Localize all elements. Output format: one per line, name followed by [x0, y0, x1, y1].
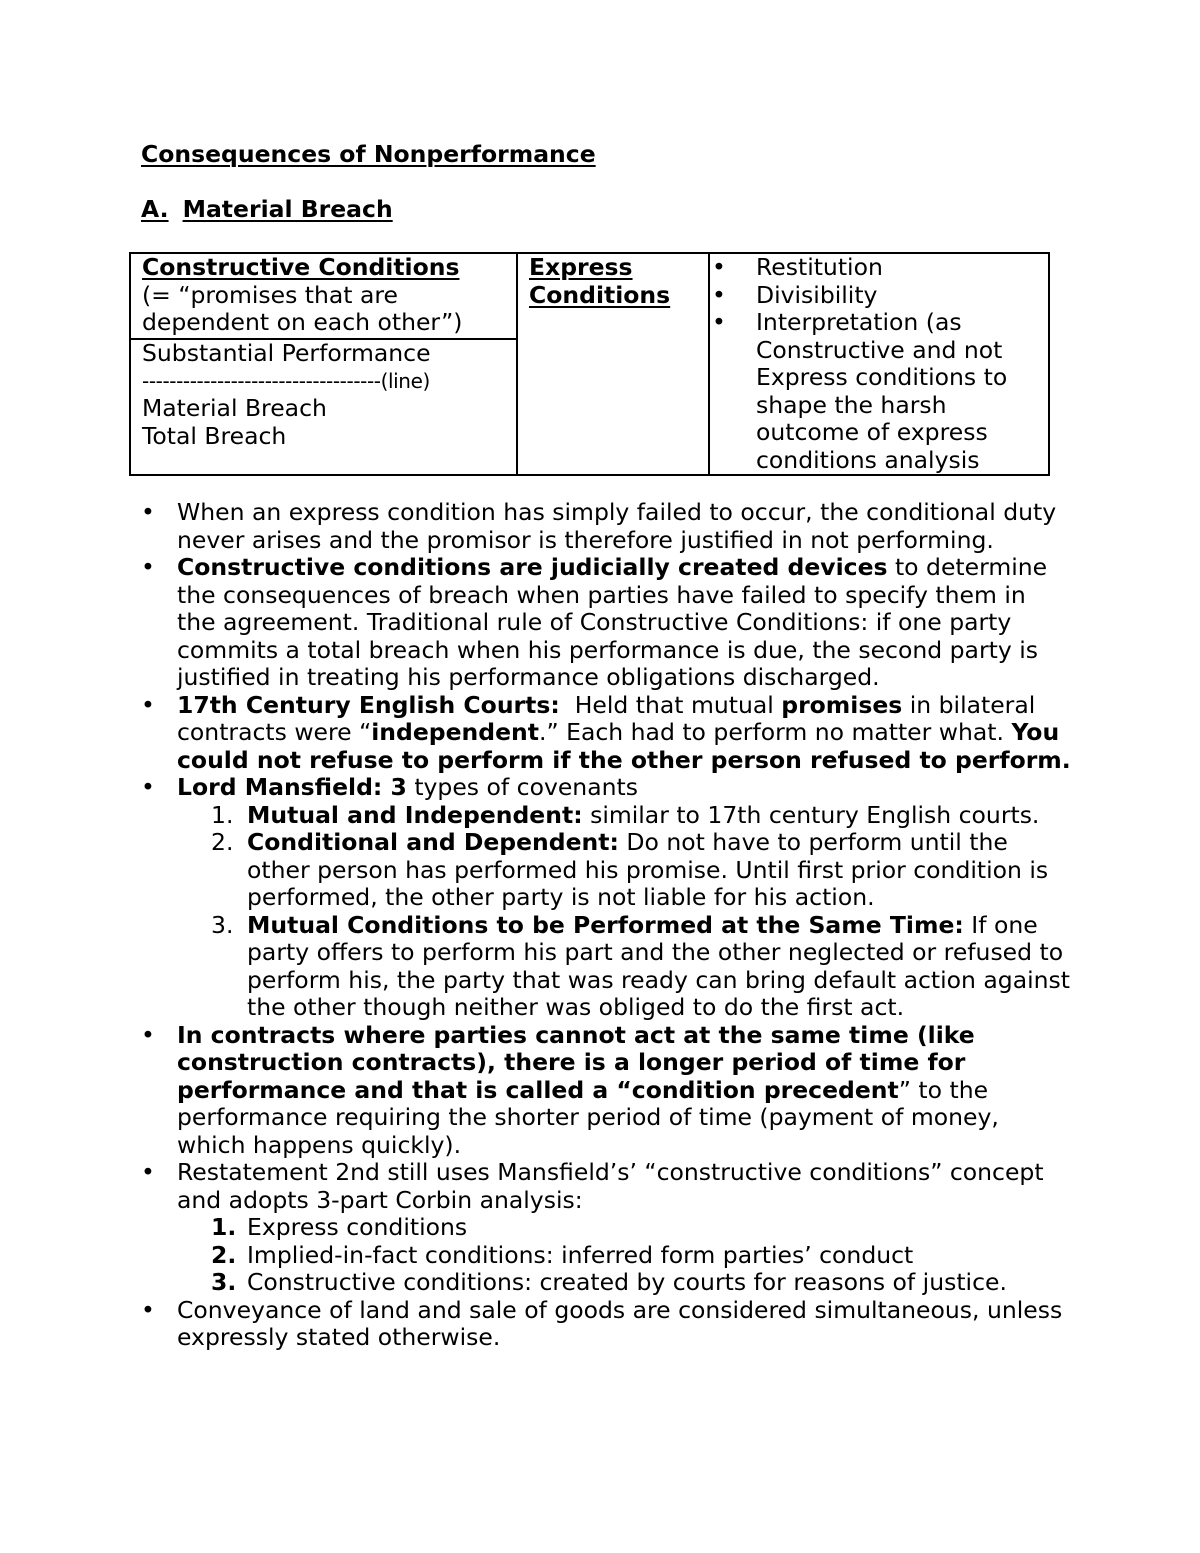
- list-item: [177, 1214, 1071, 1242]
- bullet-bold-text: Lord Mansfield: 3: [177, 773, 407, 801]
- list-item: [177, 912, 1071, 1022]
- bullet-text: types of covenants: [406, 773, 638, 801]
- corbin-analysis-list: [177, 1214, 1071, 1297]
- remedies-cell: [709, 253, 1049, 475]
- list-item: [177, 1242, 1071, 1270]
- notes-list: [141, 499, 1071, 1352]
- item-text: Do not have to perform until the other person has performed his promise. Until first prior condition is performed, the other party is not liable for his action.: [247, 828, 1049, 911]
- bullet-text: Held that mutual: [559, 690, 782, 719]
- divider-line-label: -----------------------------------(line): [142, 368, 430, 393]
- bullet-bold-text: 17th Century English Courts:: [177, 690, 560, 719]
- constructive-conditions-note: (= “promises that are dependent on each other”): [142, 280, 463, 336]
- list-item: [141, 499, 1071, 554]
- bullet-text: When an express condition has simply failed to occur, the conditional duty never arises and the promisor is therefore justified in not performing.: [177, 498, 1057, 554]
- conditions-table: [129, 252, 1050, 476]
- bullet-text: in bilateral contracts were “: [177, 690, 1036, 746]
- bullet-bold-text: In contracts where parties cannot act at the same time (like construction contracts), there is a longer period of time for performance and that is called a “condition precedent: [177, 1020, 975, 1104]
- list-item: [141, 1022, 1071, 1160]
- total-breach-label: Total Breach: [142, 421, 287, 450]
- section-letter: A.: [141, 195, 169, 223]
- list-item: • Interpretation (as Constructive and not Express conditions to shape the harsh outcome of express conditions analysis: [710, 309, 1026, 474]
- item-number: 3.: [211, 910, 234, 939]
- item-number: 3.: [211, 1268, 237, 1296]
- item-text: If one party offers to perform his part and the other neglected or refused to perform his, the party that was ready can bring default action against the other though neither was obliged to do the first act.: [247, 910, 1070, 1021]
- bullet-text: Restatement 2nd still uses Mansfield’s’ “constructive conditions” concept and adopts 3-part Corbin analysis:: [177, 1158, 1044, 1214]
- bullet-bold-text: You could not refuse to perform if the other person refused to perform.: [177, 718, 1071, 774]
- remedies-list: [710, 254, 1026, 474]
- substantial-performance-label: Substantial Performance: [142, 339, 431, 368]
- list-item: [141, 1159, 1071, 1297]
- section-label: Material Breach: [182, 195, 393, 223]
- bullet-bold-text: independent: [371, 718, 540, 746]
- item-number: 2.: [211, 828, 234, 856]
- express-conditions-cell: [517, 253, 709, 475]
- list-item: [177, 829, 1071, 912]
- covenant-types-list: [177, 802, 1071, 1022]
- item-number: 2.: [211, 1240, 237, 1269]
- constructive-conditions-heading: Constructive Conditions: [142, 253, 460, 281]
- bullet-bold-text: Constructive conditions are judicially created devices: [177, 553, 888, 581]
- item-number: 1.: [211, 800, 234, 829]
- bullet-text: .” Each had to perform no matter what.: [539, 718, 1012, 746]
- item-text: Constructive conditions: created by courts for reasons of justice.: [247, 1268, 1007, 1296]
- item-text: similar to 17th century English courts.: [582, 800, 1040, 829]
- item-bold-text: Mutual and Independent:: [247, 800, 583, 829]
- item-text: Implied-in-fact conditions: inferred form parties’ conduct: [247, 1240, 914, 1269]
- constructive-conditions-cell: [130, 253, 517, 339]
- bullet-bold-text: promises: [781, 690, 903, 719]
- material-breach-label: Material Breach: [142, 394, 327, 423]
- express-conditions-heading: Express Conditions: [529, 253, 671, 309]
- list-item: [141, 1297, 1071, 1352]
- list-item: [141, 554, 1071, 692]
- list-item: [141, 692, 1071, 775]
- list-item: [177, 1269, 1071, 1297]
- bullet-text: ” to the performance requiring the shorter period of time (payment of money, which happens quickly).: [177, 1075, 999, 1159]
- item-number: 1.: [211, 1213, 237, 1241]
- item-text: Express conditions: [247, 1213, 468, 1241]
- table-row: [130, 253, 1049, 339]
- page-title: Consequences of Nonperformance: [141, 140, 596, 168]
- list-item: [141, 774, 1071, 1022]
- item-bold-text: Mutual Conditions to be Performed at the Same Time:: [247, 910, 964, 939]
- list-item: [177, 802, 1071, 830]
- bullet-text: Conveyance of land and sale of goods are considered simultaneous, unless expressly stated otherwise.: [177, 1295, 1063, 1351]
- list-item: • Divisibility: [710, 282, 1026, 310]
- bullet-text: to determine the consequences of breach when parties have failed to specify them in the agreement. Traditional rule of Constructive Conditions: if one party commits a total breach when his performance is due, the second party is justified in treating his performance obligations discharged.: [177, 553, 1048, 691]
- list-item: • Restitution: [710, 254, 1026, 282]
- section-heading: [141, 196, 393, 224]
- item-bold-text: Conditional and Dependent:: [247, 828, 619, 856]
- breach-scale-cell: [130, 339, 517, 475]
